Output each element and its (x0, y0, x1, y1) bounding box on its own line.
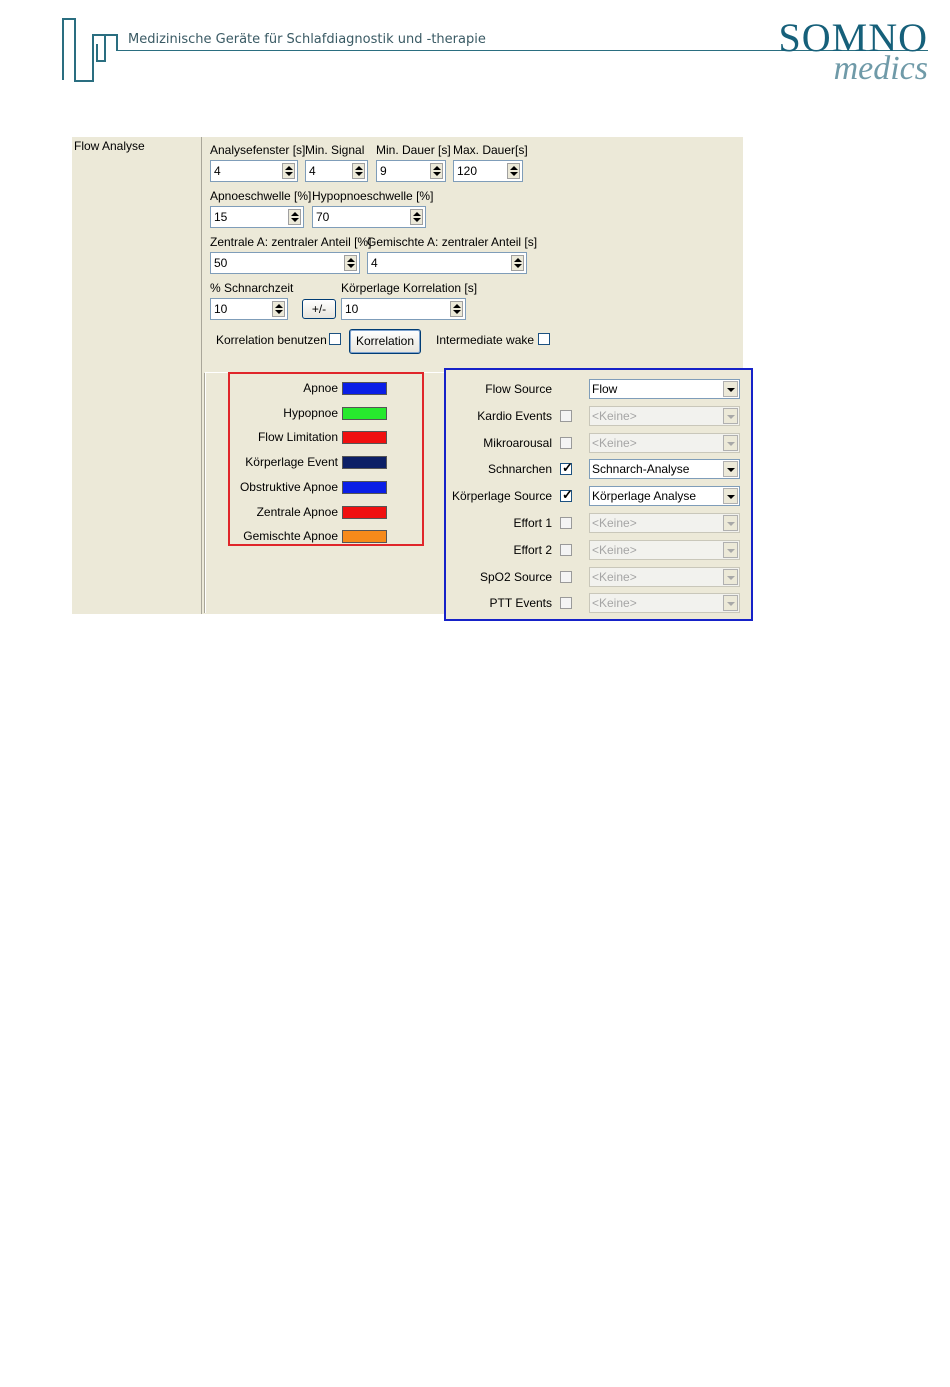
plus-minus-button[interactable]: +/- (302, 299, 336, 319)
section-title: Flow Analyse (74, 139, 145, 153)
spinner-arrows-icon[interactable] (344, 255, 357, 271)
source-checkbox[interactable] (560, 517, 572, 529)
source-select (589, 513, 740, 533)
koerperlage-korrelation-value: 10 (345, 302, 359, 316)
event-color-swatch[interactable] (342, 481, 387, 494)
gemischte-a-spinner[interactable] (367, 252, 527, 274)
intermediate-wake-checkbox[interactable] (538, 333, 550, 345)
analysefenster-spinner[interactable] (210, 160, 298, 182)
spinner-arrows-icon[interactable] (272, 301, 285, 317)
event-color-label: Körperlage Event (245, 455, 338, 469)
source-checkbox[interactable] (560, 571, 572, 583)
min-dauer-spinner[interactable] (376, 160, 446, 182)
source-select-value: Flow (592, 382, 618, 396)
event-color-label: Gemischte Apnoe (243, 529, 338, 543)
spinner-arrows-icon[interactable] (288, 209, 301, 225)
source-select (589, 593, 740, 613)
source-select-value: <Keine> (592, 516, 637, 530)
source-checkbox[interactable] (560, 597, 572, 609)
event-color-label: Zentrale Apnoe (256, 505, 338, 519)
source-label: Effort 2 (513, 543, 552, 557)
event-color-swatch[interactable] (342, 382, 387, 395)
apnoeschwelle-spinner[interactable] (210, 206, 304, 228)
logo-somno: SOMNO (778, 15, 928, 60)
source-select-value: <Keine> (592, 570, 637, 584)
min-dauer-value: 9 (380, 164, 387, 178)
divider (204, 373, 206, 613)
source-label: Mikroarousal (483, 436, 552, 450)
min-signal-spinner[interactable] (305, 160, 368, 182)
zentrale-a-value: 50 (214, 256, 228, 270)
source-select-value: <Keine> (592, 409, 637, 423)
chevron-down-icon (723, 515, 738, 531)
source-label: Kardio Events (477, 409, 552, 423)
header-tagline: Medizinische Geräte für Schlafdiagnostik und -therapie (128, 32, 486, 47)
source-select[interactable] (589, 459, 740, 479)
source-label: SpO2 Source (479, 570, 552, 584)
spinner-arrows-icon[interactable] (410, 209, 423, 225)
source-select[interactable] (589, 379, 740, 399)
source-select-value: Körperlage Analyse (592, 489, 697, 503)
source-select-value: <Keine> (592, 436, 637, 450)
analysefenster-label: Analysefenster [s] (210, 143, 306, 157)
event-color-swatch[interactable] (342, 456, 387, 469)
chevron-down-icon (723, 542, 738, 558)
max-dauer-spinner[interactable] (453, 160, 523, 182)
source-select-value: Schnarch-Analyse (592, 462, 690, 476)
chevron-down-icon (723, 435, 738, 451)
koerperlage-korrelation-label: Körperlage Korrelation [s] (341, 281, 478, 295)
gemischte-a-label: Gemischte A: zentraler Anteil [s] (367, 235, 538, 249)
gemischte-a-value: 4 (371, 256, 378, 270)
logo-medics: medics (833, 50, 928, 87)
zentrale-a-label: Zentrale A: zentraler Anteil [%] (210, 235, 372, 249)
spinner-arrows-icon[interactable] (430, 163, 443, 179)
apnoeschwelle-value: 15 (214, 210, 228, 224)
chevron-down-icon (723, 569, 738, 585)
min-signal-label: Min. Signal (305, 143, 365, 157)
event-color-label: Obstruktive Apnoe (239, 480, 338, 494)
spinner-arrows-icon[interactable] (507, 163, 520, 179)
checkmark-icon: ✓ (562, 487, 573, 502)
apnoeschwelle-label: Apnoeschwelle [%] (210, 189, 312, 203)
spinner-arrows-icon[interactable] (352, 163, 365, 179)
event-color-swatch[interactable] (342, 431, 387, 444)
event-color-label: Hypopnoe (283, 406, 338, 420)
source-label: Effort 1 (513, 516, 552, 530)
spinner-arrows-icon[interactable] (511, 255, 524, 271)
logo-line-mark (62, 18, 64, 80)
source-select (589, 433, 740, 453)
schnarchzeit-label: % Schnarchzeit (210, 281, 294, 295)
event-color-swatch[interactable] (342, 407, 387, 420)
source-label: Schnarchen (487, 462, 552, 476)
source-label: Körperlage Source (451, 489, 552, 503)
source-checkbox[interactable] (560, 460, 573, 475)
source-checkbox[interactable] (560, 487, 573, 502)
korrelation-benutzen-label: Korrelation benutzen (216, 333, 327, 347)
min-dauer-label: Min. Dauer [s] (376, 143, 451, 157)
event-color-label: Apnoe (303, 381, 338, 395)
zentrale-a-spinner[interactable] (210, 252, 360, 274)
spinner-arrows-icon[interactable] (450, 301, 463, 317)
korrelation-button[interactable]: Korrelation (349, 329, 421, 354)
source-select (589, 540, 740, 560)
hypopnoeschwelle-spinner[interactable] (312, 206, 426, 228)
intermediate-wake-label: Intermediate wake (436, 333, 535, 347)
source-label: Flow Source (485, 382, 552, 396)
analysefenster-value: 4 (214, 164, 221, 178)
event-color-label: Flow Limitation (257, 430, 338, 444)
checkmark-icon: ✓ (562, 460, 573, 475)
korrelation-benutzen-checkbox[interactable] (329, 333, 341, 345)
source-select[interactable] (589, 486, 740, 506)
source-select (589, 406, 740, 426)
schnarchzeit-spinner[interactable] (210, 298, 288, 320)
source-label: PTT Events (489, 596, 552, 610)
hypopnoeschwelle-label: Hypopnoeschwelle [%] (312, 189, 434, 203)
spinner-arrows-icon[interactable] (282, 163, 295, 179)
panel-sidebar (72, 137, 202, 614)
chevron-down-icon (723, 595, 738, 611)
chevron-down-icon[interactable] (723, 381, 738, 397)
source-checkbox[interactable] (560, 410, 572, 422)
event-color-swatch[interactable] (342, 530, 387, 543)
source-checkbox[interactable] (560, 437, 572, 449)
chevron-down-icon (723, 408, 738, 424)
source-select-value: <Keine> (592, 596, 637, 610)
chevron-down-icon[interactable] (723, 488, 738, 504)
max-dauer-value: 120 (457, 164, 478, 178)
event-color-swatch[interactable] (342, 506, 387, 519)
source-select (589, 567, 740, 587)
koerperlage-korrelation-spinner[interactable] (341, 298, 466, 320)
hypopnoeschwelle-value: 70 (316, 210, 330, 224)
source-select-value: <Keine> (592, 543, 637, 557)
chevron-down-icon[interactable] (723, 461, 738, 477)
max-dauer-label: Max. Dauer[s] (453, 143, 528, 157)
min-signal-value: 4 (309, 164, 316, 178)
schnarchzeit-value: 10 (214, 302, 228, 316)
source-checkbox[interactable] (560, 544, 572, 556)
